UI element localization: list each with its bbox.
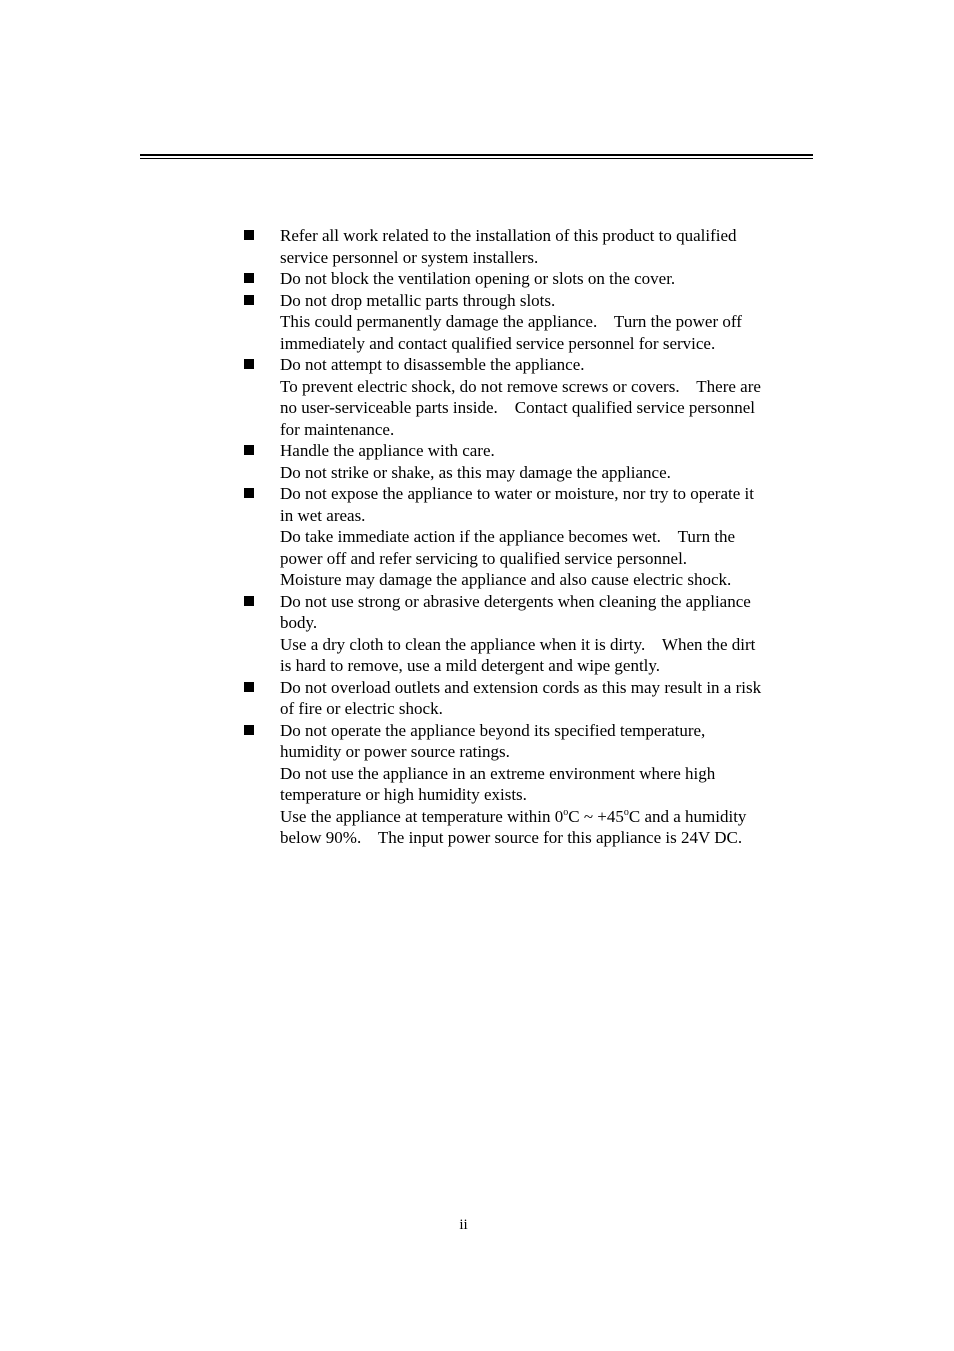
item-line: no user-serviceable parts inside. Contact qualified service personnel [280,398,756,417]
item-line: Do not operate the appliance beyond its specified temperature, [280,720,706,740]
page-number: ii [459,1217,468,1233]
item-line: Do not block the ventilation opening or slots on the cover. [280,269,676,288]
item-line: immediately and contact qualified service personnel for service. [280,333,716,353]
temperature-line [280,806,815,828]
item-line: Use a dry cloth to clean the appliance when it is dirty. When the dirt [280,634,756,654]
item-line: Do not attempt to disassemble the appliance. [280,355,585,374]
list-item [280,290,815,355]
square-bullet-icon [244,725,254,735]
list-item [280,440,815,483]
temp-text-part: C and a humidity [628,806,747,826]
item-line: Do not use the appliance in an extreme environment where high [280,763,716,783]
item-line: for maintenance. [280,419,395,439]
item-line: of fire or electric shock. [280,699,443,718]
item-line: Do take immediate action if the appliance becomes wet. Turn the [280,527,736,546]
square-bullet-icon [244,596,254,606]
square-bullet-icon [244,230,254,240]
precautions-list [280,225,815,849]
square-bullet-icon [244,488,254,498]
square-bullet-icon [244,359,254,369]
item-line: temperature or high humidity exists. [280,785,527,804]
item-line: humidity or power source ratings. [280,742,510,761]
item-line: power off and refer servicing to qualified service personnel. [280,548,688,568]
item-line: Refer all work related to the installation of this product to qualified [280,226,737,245]
list-item [280,354,815,440]
square-bullet-icon [244,445,254,455]
item-line: service personnel or system installers. [280,247,539,267]
list-item [280,268,815,290]
item-line: Do not expose the appliance to water or moisture, nor try to operate it [280,484,754,503]
square-bullet-icon [244,273,254,283]
item-line: Do not drop metallic parts through slots. [280,290,556,310]
degree-superscript: o [623,806,629,818]
item-line: Do not strike or shake, as this may damage the appliance. [280,462,671,482]
header-rule-thin [140,158,813,159]
item-line: below 90%. The input power source for this appliance is 24V DC. [280,828,743,847]
item-line: To prevent electric shock, do not remove screws or covers. There are [280,376,761,396]
header-rule-thick [140,154,813,156]
item-line: Do not overload outlets and extension cords as this may result in a risk [280,677,762,697]
temp-text-part: Use the appliance at temperature within 0 [280,806,564,826]
item-line: body. [280,613,318,632]
list-item [280,720,815,849]
list-item [280,591,815,677]
item-line: Do not use strong or abrasive detergents when cleaning the appliance [280,591,751,611]
square-bullet-icon [244,295,254,305]
list-item [280,225,815,268]
item-line: Moisture may damage the appliance and also cause electric shock. [280,570,732,589]
list-item [280,677,815,720]
list-item [280,483,815,591]
temp-text-part: C ~ +45 [568,806,624,826]
item-line: in wet areas. [280,505,366,525]
item-line: Handle the appliance with care. [280,441,495,460]
square-bullet-icon [244,682,254,692]
degree-superscript: o [563,806,569,818]
item-line: is hard to remove, use a mild detergent and wipe gently. [280,656,661,675]
item-line: This could permanently damage the appliance. Turn the power off [280,312,742,331]
